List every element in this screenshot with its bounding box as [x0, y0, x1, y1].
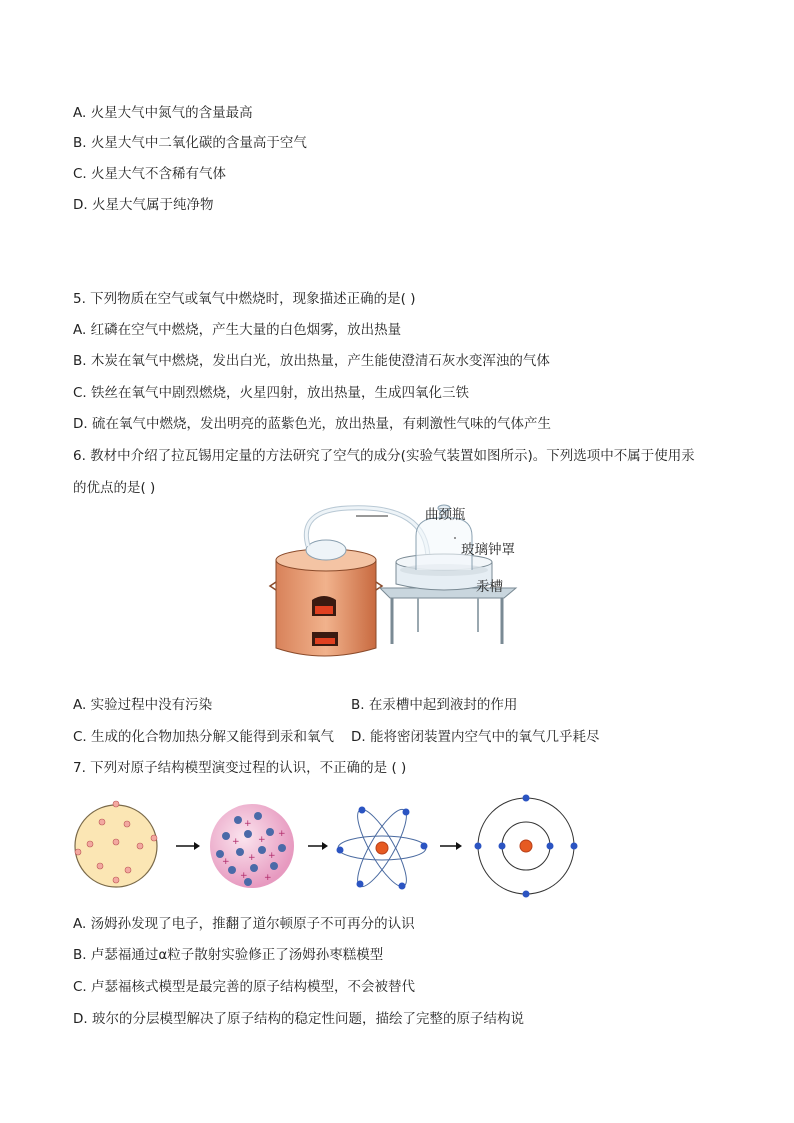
thomson-model	[210, 804, 294, 888]
q4-option-c: C. 火星大气不含稀有气体	[73, 166, 227, 182]
stand	[380, 588, 516, 644]
q7-stem: 7. 下列对原子结构模型演变过程的认识，不正确的是 ( )	[73, 760, 407, 776]
label-bell-jar: 玻璃钟罩	[461, 542, 515, 558]
q5-option-d: D. 硫在氧气中燃烧，发出明亮的蓝紫色光，放出热量，有刺激性气味的气体产生	[73, 416, 551, 432]
q6-option-b: B. 在汞槽中起到液封的作用	[351, 697, 518, 713]
label-trough: 汞槽	[476, 579, 503, 595]
svg-text:+: +	[248, 853, 256, 863]
svg-text:+: +	[244, 819, 252, 829]
rutherford-model	[337, 804, 428, 892]
q6-option-c: C. 生成的化合物加热分解又能得到汞和氧气	[73, 729, 335, 745]
svg-text:+: +	[222, 857, 230, 867]
q7-option-b: B. 卢瑟福通过α粒子散射实验修正了汤姆孙枣糕模型	[73, 947, 384, 963]
q5-option-c: C. 铁丝在氧气中剧烈燃烧，火星四射，放出热量，生成四氧化三铁	[73, 385, 470, 401]
arrow-right-icon	[440, 842, 462, 850]
q4-option-d: D. 火星大气属于纯净物	[73, 197, 214, 213]
q7-option-c: C. 卢瑟福核式模型是最完善的原子结构模型，不会被替代	[73, 979, 416, 995]
arrow-right-icon	[308, 842, 328, 850]
q6-stem-line1: 6. 教材中介绍了拉瓦锡用定量的方法研究了空气的成分(实验气装置如图所示)。下列选项中不属于使用汞	[73, 448, 695, 464]
svg-text:+: +	[258, 835, 266, 845]
atomic-models-figure	[72, 794, 582, 900]
label-retort: 曲颈瓶	[425, 507, 466, 523]
q4-option-a: A. 火星大气中氮气的含量最高	[73, 105, 253, 121]
q7-option-d: D. 玻尔的分层模型解决了原子结构的稳定性问题，描绘了完整的原子结构说	[73, 1011, 524, 1027]
q5-option-a: A. 红磷在空气中燃烧，产生大量的白色烟雾，放出热量	[73, 322, 402, 338]
arrow-right-icon	[176, 842, 200, 850]
svg-text:+: +	[264, 873, 272, 883]
q6-stem-line2: 的优点的是( )	[73, 480, 156, 496]
dalton-model	[75, 801, 157, 887]
furnace	[270, 549, 382, 656]
bohr-model	[475, 795, 578, 898]
q4-option-b: B. 火星大气中二氧化碳的含量高于空气	[73, 135, 307, 151]
svg-text:+: +	[232, 837, 240, 847]
q5-option-b: B. 木炭在氧气中燃烧，发出白光，放出热量，产生能使澄清石灰水变浑浊的气体	[73, 353, 550, 369]
q5-stem: 5. 下列物质在空气或氧气中燃烧时，现象描述正确的是( )	[73, 291, 416, 307]
q7-option-a: A. 汤姆孙发现了电子，推翻了道尔顿原子不可再分的认识	[73, 916, 415, 932]
q6-option-d: D. 能将密闭装置内空气中的氧气几乎耗尽	[351, 729, 600, 745]
svg-text:+: +	[240, 871, 248, 881]
svg-text:+: +	[278, 829, 286, 839]
q6-option-a: A. 实验过程中没有污染	[73, 697, 213, 713]
svg-text:+: +	[268, 851, 276, 861]
